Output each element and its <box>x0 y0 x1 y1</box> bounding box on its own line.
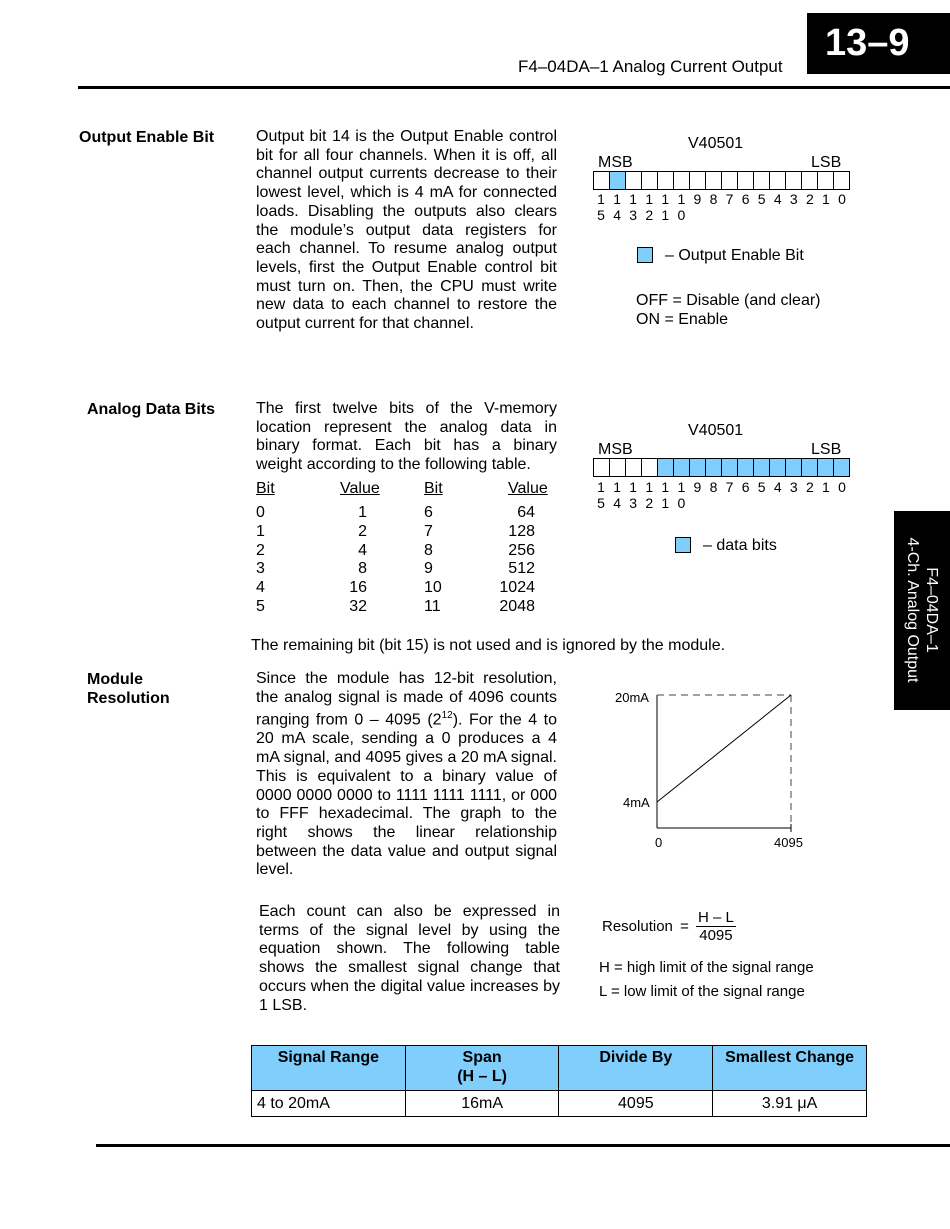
weight-header-value-right: Value <box>508 480 548 497</box>
register-bit-cell <box>594 459 610 476</box>
msb-label-2: MSB <box>598 441 633 458</box>
data-bits-legend-swatch <box>675 537 691 553</box>
weight-header-value-left: Value <box>340 480 380 497</box>
register-bit-cell <box>706 459 722 476</box>
bit-number <box>818 495 834 511</box>
register-bit-cell <box>754 172 770 189</box>
bit-number: 2 <box>805 191 814 207</box>
bit-number <box>738 495 754 511</box>
register-bit-cell <box>642 459 658 476</box>
bit-numbers-top-2 <box>593 479 850 495</box>
bit-number: 7 <box>725 191 734 207</box>
bit-number <box>754 495 770 511</box>
formula-denominator: 4095 <box>699 927 733 944</box>
register-bit-cell <box>738 459 754 476</box>
bit-number: 9 <box>693 479 702 495</box>
cell-span: 16mA <box>405 1091 559 1117</box>
module-resolution-heading-line1: Module <box>87 671 143 688</box>
bit-number <box>802 495 818 511</box>
weight-cell: 32 <box>349 597 367 615</box>
register-bit-cell <box>802 172 818 189</box>
formula-label: Resolution <box>602 918 673 935</box>
register-bit-cell <box>818 459 834 476</box>
bit-number: 4 <box>773 479 782 495</box>
weight-cell: 1024 <box>499 579 535 597</box>
output-enable-register <box>593 171 850 190</box>
on-definition: ON = Enable <box>636 311 729 328</box>
bit-number: 1 <box>629 479 638 495</box>
weight-cell: 11 <box>424 597 441 615</box>
weight-cell: 2 <box>358 522 367 540</box>
register-bit-cell <box>610 459 626 476</box>
bit-numbers-top-1 <box>593 191 850 207</box>
weight-cell: 64 <box>517 504 535 521</box>
bit-number: 1 <box>661 495 670 511</box>
register-bit-cell <box>722 459 738 476</box>
bit-number <box>770 207 786 223</box>
bit-number <box>834 495 850 511</box>
bit-number: 0 <box>677 207 686 223</box>
bit-number: 5 <box>597 207 605 223</box>
data-bits-legend: – data bits <box>703 537 777 554</box>
bit-number: 3 <box>629 207 638 223</box>
bit-number: 1 <box>597 479 605 495</box>
bit-number: 3 <box>789 191 798 207</box>
register-bit-cell <box>642 172 658 189</box>
weight-cell: 1 <box>256 522 265 540</box>
register-bit-cell <box>818 172 834 189</box>
lsb-label-2: LSB <box>811 441 842 458</box>
register-bit-cell <box>834 459 849 476</box>
weight-header-bit-right: Bit <box>424 480 443 497</box>
weight-cell: 16 <box>349 579 367 597</box>
weight-values-left <box>310 504 367 617</box>
graph-x-high-label: 4095 <box>774 835 803 850</box>
bit-number <box>689 207 705 223</box>
bit-number: 2 <box>805 479 814 495</box>
register-bit-cell <box>626 172 642 189</box>
bit-number: 4 <box>773 191 782 207</box>
msb-label-1: MSB <box>598 154 633 171</box>
bit-number <box>802 207 818 223</box>
bit-number <box>786 495 802 511</box>
cell-divide-by: 4095 <box>559 1091 713 1117</box>
bit-number: 2 <box>645 495 654 511</box>
graph-x-low-label: 0 <box>655 835 663 850</box>
analog-data-body: The first twelve bits of the V-memory location represent the analog data in binary format. Each bit has a binary weight according to the following table. <box>256 400 557 474</box>
table-row <box>252 1091 867 1117</box>
bit-number: 3 <box>629 495 638 511</box>
resolution-table <box>251 1045 867 1117</box>
module-resolution-body <box>256 670 557 880</box>
bit-number <box>705 207 721 223</box>
bit-number: 5 <box>757 191 766 207</box>
bit-number <box>722 207 738 223</box>
header-divide-by: Divide By <box>559 1046 713 1091</box>
header-span <box>405 1046 559 1091</box>
bottom-rule <box>96 1144 950 1147</box>
register-bit-cell <box>610 172 626 189</box>
remaining-bit-note: The remaining bit (bit 15) is not used and is ignored by the module. <box>251 637 726 654</box>
weight-cell: 256 <box>508 541 535 559</box>
bit-number <box>738 207 754 223</box>
linear-output-graph <box>610 685 820 855</box>
bit-number: 0 <box>677 495 686 511</box>
output-enable-body: Output bit 14 is the Output Enable control bit for all four channels. When it is off, all channel output currents decrease to their lowest level, which is 4 mA for connected loads. Disabling the outputs also clears the module’s output data registers for each channel. To resume analog output levels, first the Output Enable control bit must turn on. Then, the CPU must write new data to each channel to restore the output current for that channel. <box>256 128 557 333</box>
bit-number: 1 <box>597 191 605 207</box>
cell-signal-range: 4 to 20mA <box>252 1091 406 1117</box>
cell-smallest-change: 3.91 μA <box>713 1091 867 1117</box>
register-bit-cell <box>690 172 706 189</box>
bit-numbers-bottom-1 <box>593 207 850 223</box>
bit-number: 1 <box>613 191 621 207</box>
output-enable-legend-swatch <box>637 247 653 263</box>
register-bit-cell <box>786 459 802 476</box>
side-tab-line2: 4-Ch. Analog Output <box>904 537 921 683</box>
bit-number <box>754 207 770 223</box>
bit-number <box>770 495 786 511</box>
h-definition: H = high limit of the signal range <box>599 959 814 976</box>
lsb-label-1: LSB <box>811 154 842 171</box>
top-rule <box>78 86 950 89</box>
l-definition: L = low limit of the signal range <box>599 983 805 1000</box>
bit-number: 9 <box>693 191 702 207</box>
bit-number: 2 <box>645 207 654 223</box>
bit-number: 6 <box>741 479 750 495</box>
register-bit-cell <box>738 172 754 189</box>
off-definition: OFF = Disable (and clear) <box>636 292 821 309</box>
weight-bits-left <box>256 504 296 617</box>
bit-number: 1 <box>677 191 686 207</box>
register-bit-cell <box>770 172 786 189</box>
weight-cell: 3 <box>256 560 265 578</box>
graph-y-high-label: 20mA <box>615 690 649 705</box>
graph-y-low-label: 4mA <box>623 795 650 810</box>
bit-number: 1 <box>645 479 654 495</box>
bit-number: 1 <box>661 191 670 207</box>
weight-cell: 2048 <box>499 597 535 615</box>
module-resolution-heading <box>87 670 170 708</box>
register-bit-cell <box>770 459 786 476</box>
page-header-title: F4–04DA–1 Analog Current Output <box>518 57 783 76</box>
output-enable-legend: – Output Enable Bit <box>665 247 804 264</box>
bit-number <box>705 495 721 511</box>
bit-number <box>722 495 738 511</box>
count-body: Each count can also be expressed in terms of the signal level by using the equation shown. The following table shows the smallest signal change that occurs when the digital value increases by 1 LSB. <box>259 903 560 1014</box>
weight-bits-right <box>424 504 464 617</box>
bit-number: 5 <box>597 495 605 511</box>
analog-data-register <box>593 458 850 477</box>
bit-number: 1 <box>661 479 670 495</box>
register-bit-cell <box>706 172 722 189</box>
formula-numerator: H – L <box>698 909 734 926</box>
bit-number: 1 <box>629 191 638 207</box>
register-bit-cell <box>690 459 706 476</box>
bit-number: 1 <box>822 479 830 495</box>
weight-values-right <box>470 504 535 617</box>
register-bit-cell <box>658 172 674 189</box>
weight-cell: 8 <box>424 541 433 559</box>
weight-cell: 5 <box>256 597 265 615</box>
header-span-line2: (H – L) <box>457 1068 507 1085</box>
bit-number: 8 <box>709 191 718 207</box>
bit-number <box>786 207 802 223</box>
bit-number: 1 <box>613 479 621 495</box>
register-bit-cell <box>754 459 770 476</box>
bit-number: 1 <box>822 191 830 207</box>
register-bit-cell <box>594 172 610 189</box>
analog-data-heading: Analog Data Bits <box>87 401 216 418</box>
resolution-body-start: Since the module has 12-bit resolution, the analog signal is made of 4096 counts ranging from 0 – 4095 (2 <box>256 670 557 729</box>
page-number: 13–9 <box>807 13 950 74</box>
weight-cell: 512 <box>508 560 535 578</box>
weight-header-bit-left: Bit <box>256 480 275 497</box>
bit-number <box>818 207 834 223</box>
weight-cell: 128 <box>508 522 535 540</box>
register-bit-cell <box>834 172 849 189</box>
bit-number <box>834 207 850 223</box>
formula-equals: = <box>680 918 689 935</box>
bit-number: 0 <box>838 191 846 207</box>
formula-fraction <box>696 909 736 944</box>
weight-cell: 1 <box>358 504 367 521</box>
weight-cell: 0 <box>256 504 265 521</box>
register-label-2: V40501 <box>688 422 744 439</box>
side-tab-line1: F4–04DA–1 <box>923 567 940 653</box>
weight-cell: 2 <box>256 541 265 559</box>
module-resolution-heading-line2: Resolution <box>87 690 170 707</box>
header-smallest-change: Smallest Change <box>713 1046 867 1091</box>
weight-cell: 6 <box>424 504 433 521</box>
bit-number: 0 <box>838 479 846 495</box>
bit-number: 1 <box>661 207 670 223</box>
bit-number: 1 <box>645 191 654 207</box>
weight-cell: 9 <box>424 560 433 578</box>
output-enable-heading: Output Enable Bit <box>79 129 215 146</box>
register-bit-cell <box>674 459 690 476</box>
weight-cell: 4 <box>256 579 265 597</box>
register-bit-cell <box>786 172 802 189</box>
bit-number: 1 <box>677 479 686 495</box>
bit-number: 3 <box>789 479 798 495</box>
resolution-exponent: 12 <box>441 710 453 722</box>
weight-cell: 4 <box>358 541 367 559</box>
resolution-body-end: ). For the 4 to 20 mA scale, sending a 0 produces a 4 mA signal, and 4095 gives a 20 mA signal. This is equivalent to a binary value of 0000 0000 0000 to 1111 1111 1111, or 000 to FFF hexadecimal. The graph to the right shows the linear relationship between the data value and output signal level. <box>256 711 557 879</box>
resolution-formula <box>602 909 736 944</box>
header-span-line1: Span <box>462 1049 502 1066</box>
graph-output-line <box>657 695 791 802</box>
header-signal-range: Signal Range <box>252 1046 406 1091</box>
bit-number: 4 <box>613 207 621 223</box>
bit-numbers-bottom-2 <box>593 495 850 511</box>
bit-number: 7 <box>725 479 734 495</box>
bit-number: 5 <box>757 479 766 495</box>
weight-cell: 7 <box>424 522 433 540</box>
weight-cell: 10 <box>424 579 442 597</box>
register-label-1: V40501 <box>688 135 744 152</box>
bit-number <box>689 495 705 511</box>
bit-number: 8 <box>709 479 718 495</box>
register-bit-cell <box>722 172 738 189</box>
chapter-side-tab <box>894 511 950 710</box>
register-bit-cell <box>802 459 818 476</box>
bit-number: 6 <box>741 191 750 207</box>
register-bit-cell <box>674 172 690 189</box>
register-bit-cell <box>658 459 674 476</box>
bit-number: 4 <box>613 495 621 511</box>
register-bit-cell <box>626 459 642 476</box>
weight-cell: 8 <box>358 560 367 578</box>
